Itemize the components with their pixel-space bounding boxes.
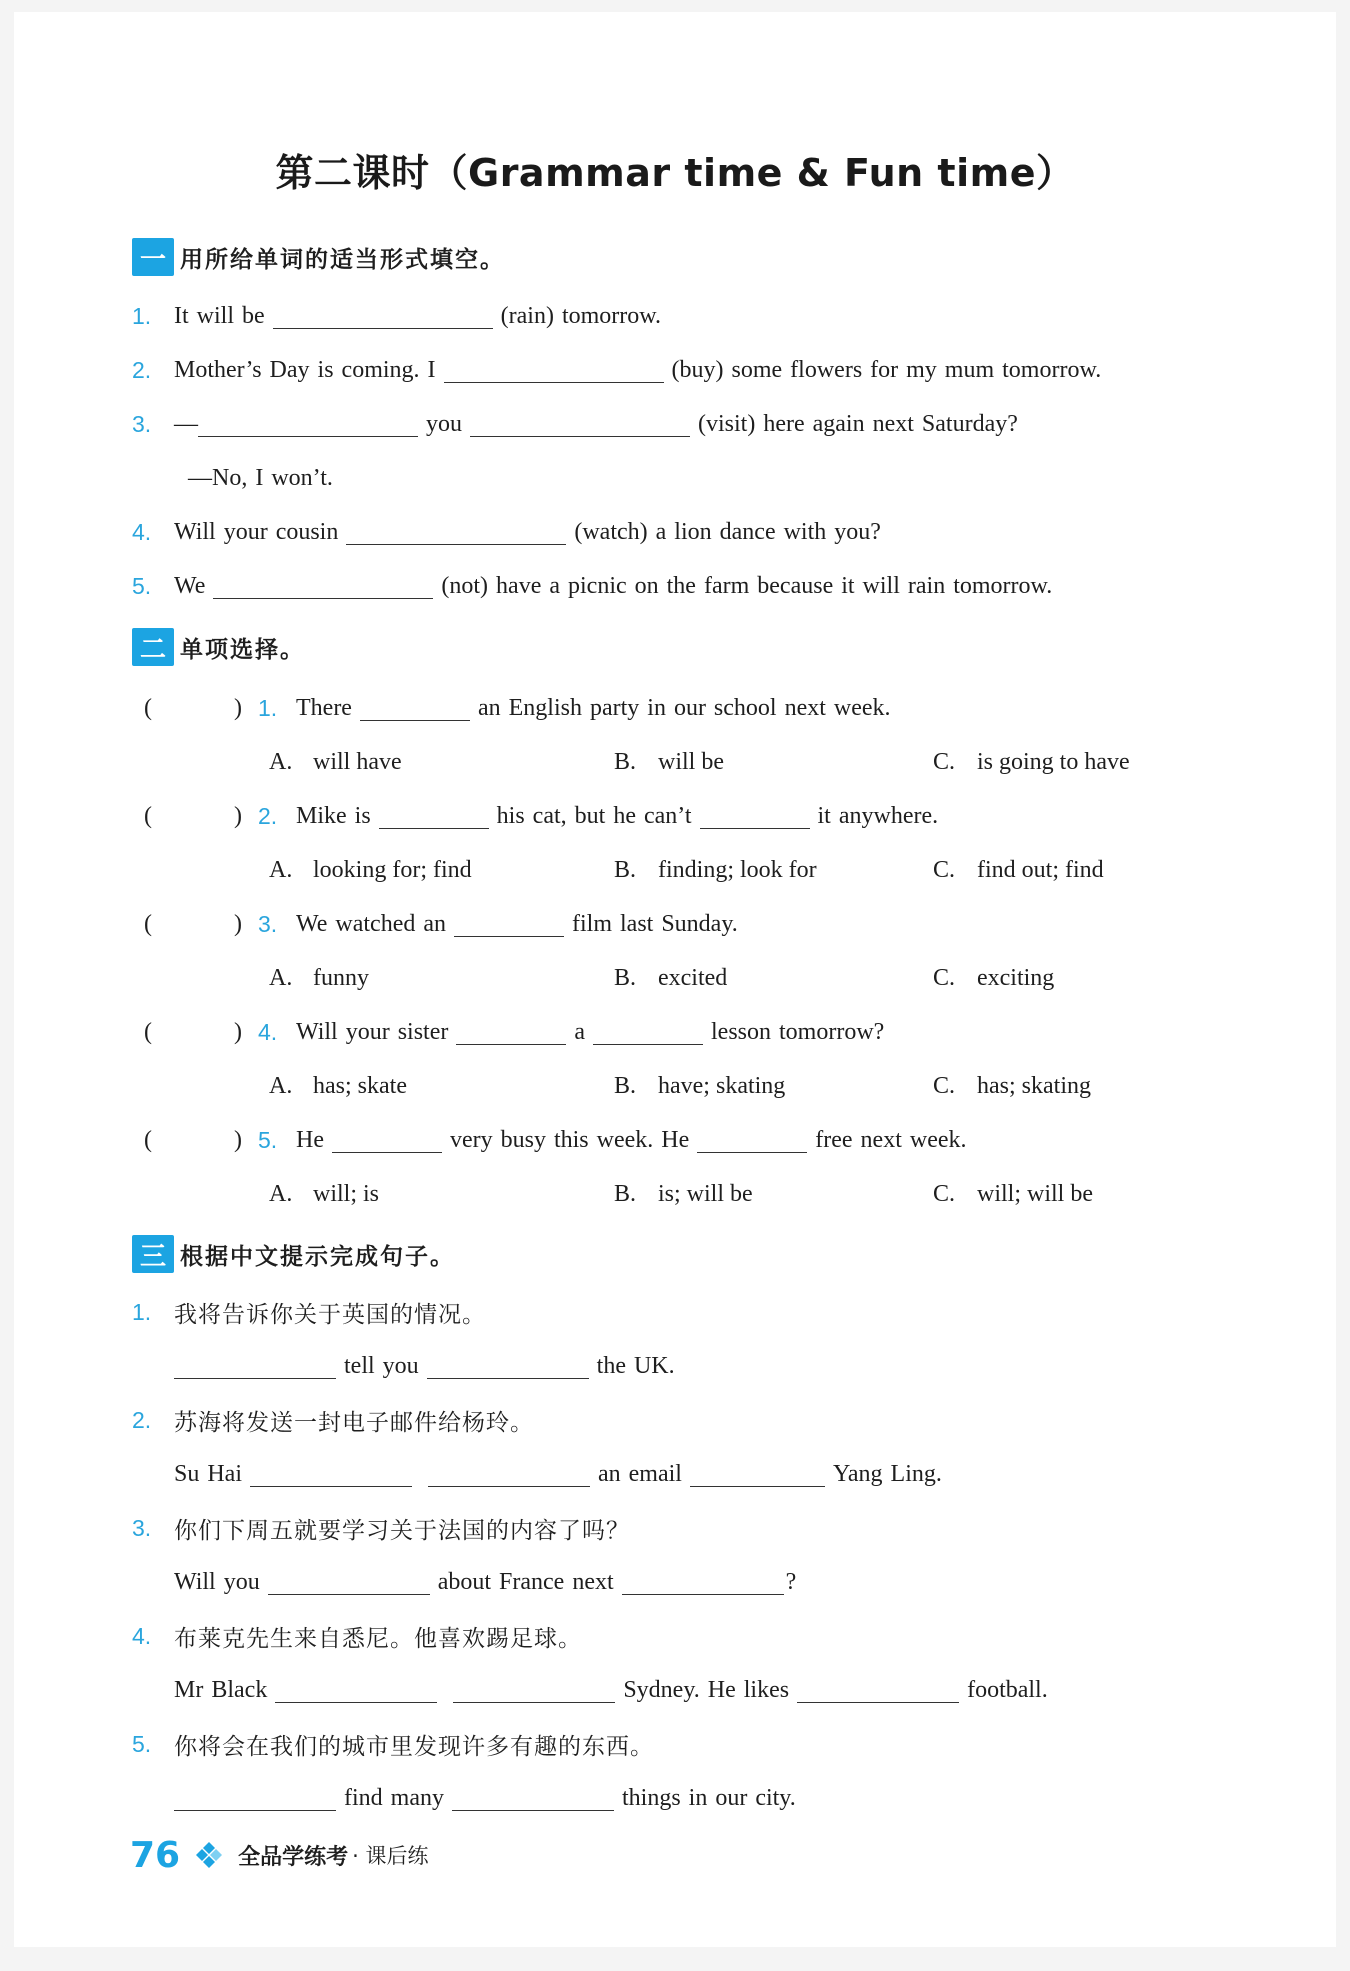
option-text: has; skate (313, 1072, 407, 1099)
option-letter: A. (269, 748, 293, 775)
s2-q2-text-c: it anywhere. (817, 802, 939, 829)
s1-q4-blank[interactable] (346, 520, 566, 545)
s2-q5-option-c[interactable] (933, 1181, 1093, 1208)
s2-q1-paren-right: ) (234, 694, 242, 721)
s3-q2-blank-2[interactable] (428, 1462, 590, 1487)
s2-q5-option-a[interactable] (269, 1181, 379, 1208)
s2-q1-option-c[interactable] (933, 749, 1130, 776)
s2-q4-paren-left[interactable]: ( (144, 1018, 152, 1045)
option-text: will be (658, 748, 724, 775)
s2-q1-blank[interactable] (360, 696, 470, 721)
s2-q1-option-b[interactable] (614, 749, 724, 776)
s2-q2-option-c[interactable] (933, 857, 1104, 884)
s2-q3-paren-left[interactable]: ( (144, 910, 152, 937)
s2-q4-option-a[interactable] (269, 1073, 407, 1100)
s3-q3-blank-2[interactable] (622, 1570, 784, 1595)
s3-q2-number: 2. (132, 1406, 152, 1433)
s1-q1-text-b: (rain) tomorrow. (500, 302, 662, 329)
s3-q1-blank-2[interactable] (427, 1354, 589, 1379)
s2-q4-number: 4. (258, 1018, 278, 1045)
s2-q5-blank-2[interactable] (697, 1128, 807, 1153)
s3-q2-chinese: 苏海将发送一封电子邮件给杨玲。 (174, 1409, 534, 1436)
s2-q2-blank-2[interactable] (700, 804, 810, 829)
section-1-title: 用所给单词的适当形式填空。 (180, 246, 505, 273)
section-2-badge: 二 (132, 628, 174, 666)
s3-question-5-answer (174, 1778, 1296, 1818)
s1-q1-number: 1. (132, 302, 152, 329)
s1-question-3 (132, 404, 1296, 444)
section-3-title: 根据中文提示完成句子。 (180, 1243, 455, 1270)
s3-q1-text-b: the UK. (596, 1352, 675, 1379)
s3-q5-blank-1[interactable] (174, 1786, 336, 1811)
s2-q5-option-b[interactable] (614, 1181, 753, 1208)
s2-q3-text-a: We watched an (296, 910, 446, 937)
s2-question-1 (144, 688, 1296, 728)
s3-q4-text-a: Mr Black (174, 1676, 268, 1703)
s1-question-3-reply (188, 458, 1296, 498)
s3-question-4-answer (174, 1670, 1296, 1710)
s2-q4-text-b: a (574, 1018, 586, 1045)
s2-q5-number: 5. (258, 1126, 278, 1153)
s1-q3-blank-1[interactable] (198, 412, 418, 437)
s2-q1-number: 1. (258, 694, 278, 721)
s3-q3-chinese: 你们下周五就要学习关于法国的内容了吗？ (174, 1517, 630, 1544)
s2-q5-text-c: free next week. (815, 1126, 967, 1153)
s3-q4-number: 4. (132, 1622, 152, 1649)
option-letter: C. (933, 1072, 956, 1099)
s3-question-3-prompt (132, 1508, 1296, 1548)
worksheet-page (14, 12, 1336, 1947)
s2-q4-option-c[interactable] (933, 1073, 1091, 1100)
option-letter: B. (614, 964, 637, 991)
s3-q3-blank-1[interactable] (268, 1570, 430, 1595)
s2-q1-option-a[interactable] (269, 749, 402, 776)
s1-q5-blank[interactable] (213, 574, 433, 599)
s2-question-5 (144, 1120, 1296, 1160)
option-text: funny (313, 964, 369, 991)
s2-q1-paren-left[interactable]: ( (144, 694, 152, 721)
option-text: will have (313, 748, 402, 775)
s2-q3-option-c[interactable] (933, 965, 1054, 992)
option-text: looking for; find (313, 856, 472, 883)
s2-q2-blank-1[interactable] (379, 804, 489, 829)
s2-q3-paren-right: ) (234, 910, 242, 937)
s2-q2-paren-right: ) (234, 802, 242, 829)
s1-q3-reply-text: —No, I won’t. (188, 464, 333, 491)
s1-question-2 (132, 350, 1296, 390)
s2-q3-option-b[interactable] (614, 965, 727, 992)
page-title: 第二课时（Grammar time & Fun time） (275, 151, 1075, 195)
s1-q3-dash: — (174, 410, 198, 437)
s1-q2-number: 2. (132, 356, 152, 383)
s1-q4-text-a: Will your cousin (174, 518, 339, 545)
s2-q2-option-a[interactable] (269, 857, 472, 884)
option-text: is going to have (977, 748, 1130, 775)
option-letter: A. (269, 964, 293, 991)
s3-q5-text-b: things in our city. (621, 1784, 796, 1811)
s3-q3-number: 3. (132, 1514, 152, 1541)
s1-question-1 (132, 296, 1296, 336)
s1-question-4 (132, 512, 1296, 552)
s3-q4-blank-2[interactable] (453, 1678, 615, 1703)
section-1-header (132, 237, 505, 277)
s1-q5-text-a: We (174, 572, 206, 599)
option-text: will; will be (977, 1180, 1093, 1207)
option-text: has; skating (977, 1072, 1091, 1099)
s3-q5-blank-2[interactable] (452, 1786, 614, 1811)
s2-q3-number: 3. (258, 910, 278, 937)
option-letter: B. (614, 1072, 637, 1099)
s2-q4-option-b[interactable] (614, 1073, 785, 1100)
s3-q1-blank-1[interactable] (174, 1354, 336, 1379)
s3-q5-text-a: find many (344, 1784, 444, 1811)
s2-q3-blank[interactable] (454, 912, 564, 937)
s2-q2-option-b[interactable] (614, 857, 817, 884)
s2-question-2 (144, 796, 1296, 836)
s3-q1-text-a: tell you (344, 1352, 419, 1379)
s1-q5-text-b: (not) have a picnic on the farm because it will rain tomorrow. (441, 572, 1053, 599)
s3-q2-blank-1[interactable] (250, 1462, 412, 1487)
option-letter: C. (933, 748, 956, 775)
s1-q2-blank[interactable] (444, 358, 664, 383)
s1-q3-blank-2[interactable] (470, 412, 690, 437)
s3-question-3-answer (174, 1562, 1296, 1602)
s2-q4-paren-right: ) (234, 1018, 242, 1045)
option-text: excited (658, 964, 728, 991)
s3-question-2-prompt (132, 1400, 1296, 1440)
s2-q5-paren-left[interactable]: ( (144, 1126, 152, 1153)
s2-q3-option-a[interactable] (269, 965, 369, 992)
s2-q1-text-a: There (296, 694, 352, 721)
option-letter: A. (269, 1072, 293, 1099)
s2-question-3 (144, 904, 1296, 944)
s2-q4-text-c: lesson tomorrow? (711, 1018, 885, 1045)
s2-q4-blank-2[interactable] (593, 1020, 703, 1045)
s1-q5-number: 5. (132, 572, 152, 599)
s1-q4-text-b: (watch) a lion dance with you? (574, 518, 881, 545)
s1-q3-text-b: you (426, 410, 462, 437)
option-letter: C. (933, 856, 956, 883)
s1-q2-text-b: (buy) some flowers for my mum tomorrow. (671, 356, 1102, 383)
s3-q5-chinese: 你将会在我们的城市里发现许多有趣的东西。 (174, 1733, 654, 1760)
diamond-logo-icon (194, 1840, 224, 1870)
s3-q2-text-a: Su Hai (174, 1460, 242, 1487)
section-3-header (132, 1234, 455, 1274)
option-text: is; will be (658, 1180, 753, 1207)
s1-q3-number: 3. (132, 410, 152, 437)
s2-q5-text-a: He (296, 1126, 324, 1153)
option-text: find out; find (977, 856, 1104, 883)
s2-q5-paren-right: ) (234, 1126, 242, 1153)
section-2-title: 单项选择。 (180, 636, 305, 663)
s3-question-4-prompt (132, 1616, 1296, 1656)
s3-q2-text-c: Yang Ling. (832, 1460, 942, 1487)
option-letter: C. (933, 1180, 956, 1207)
option-text: exciting (977, 964, 1055, 991)
s3-question-2-answer (174, 1454, 1296, 1494)
s2-q5-text-b: very busy this week. He (449, 1126, 690, 1153)
s2-q2-paren-left[interactable]: ( (144, 802, 152, 829)
s3-question-5-prompt (132, 1724, 1296, 1764)
section-2-header (132, 627, 305, 667)
s3-q4-blank-1[interactable] (275, 1678, 437, 1703)
s3-q2-blank-3[interactable] (690, 1462, 825, 1487)
s2-q5-blank-1[interactable] (332, 1128, 442, 1153)
s2-q4-blank-1[interactable] (456, 1020, 566, 1045)
s3-q4-text-c: football. (967, 1676, 1048, 1703)
s3-q5-number: 5. (132, 1730, 152, 1757)
s3-q4-text-b: Sydney. He likes (623, 1676, 790, 1703)
s1-q4-number: 4. (132, 518, 152, 545)
option-letter: A. (269, 1180, 293, 1207)
footer-brand: 全品学练考 (238, 1844, 349, 1870)
option-text: have; skating (658, 1072, 786, 1099)
s2-question-4 (144, 1012, 1296, 1052)
s3-q4-blank-3[interactable] (797, 1678, 959, 1703)
s2-q3-text-b: film last Sunday. (572, 910, 738, 937)
section-1-badge: 一 (132, 238, 174, 276)
s3-q1-number: 1. (132, 1298, 152, 1325)
s1-question-5 (132, 566, 1296, 606)
s3-question-1-prompt (132, 1292, 1296, 1332)
s2-q4-text-a: Will your sister (296, 1018, 449, 1045)
s1-q3-text-c: (visit) here again next Saturday? (698, 410, 1018, 437)
option-text: will; is (313, 1180, 380, 1207)
section-3-badge: 三 (132, 1235, 174, 1273)
s2-q2-text-a: Mike is (296, 802, 371, 829)
option-letter: B. (614, 748, 637, 775)
s1-q2-text-a: Mother’s Day is coming. I (174, 356, 436, 383)
s3-q1-chinese: 我将告诉你关于英国的情况。 (174, 1301, 486, 1328)
s1-q1-text-a: It will be (174, 302, 265, 329)
s3-q2-text-b: an email (598, 1460, 682, 1487)
s3-question-1-answer (174, 1346, 1296, 1386)
s2-q1-text-b: an English party in our school next week. (477, 694, 891, 721)
footer-subtitle: · 课后练 (352, 1844, 429, 1868)
s1-q1-blank[interactable] (273, 304, 493, 329)
page-footer (130, 1830, 428, 1880)
option-letter: B. (614, 1180, 637, 1207)
option-letter: C. (933, 964, 956, 991)
option-letter: A. (269, 856, 293, 883)
page-number: 76 (130, 1834, 181, 1876)
s3-q3-text-a: Will you (174, 1568, 260, 1595)
option-letter: B. (614, 856, 637, 883)
s3-q3-text-b: about France next (437, 1568, 614, 1595)
s2-q2-text-b: his cat, but he can’t (496, 802, 692, 829)
s3-q4-chinese: 布莱克先生来自悉尼。他喜欢踢足球。 (174, 1625, 582, 1652)
option-text: finding; look for (658, 856, 817, 883)
s3-q3-text-c: ? (785, 1568, 797, 1595)
s2-q2-number: 2. (258, 802, 278, 829)
